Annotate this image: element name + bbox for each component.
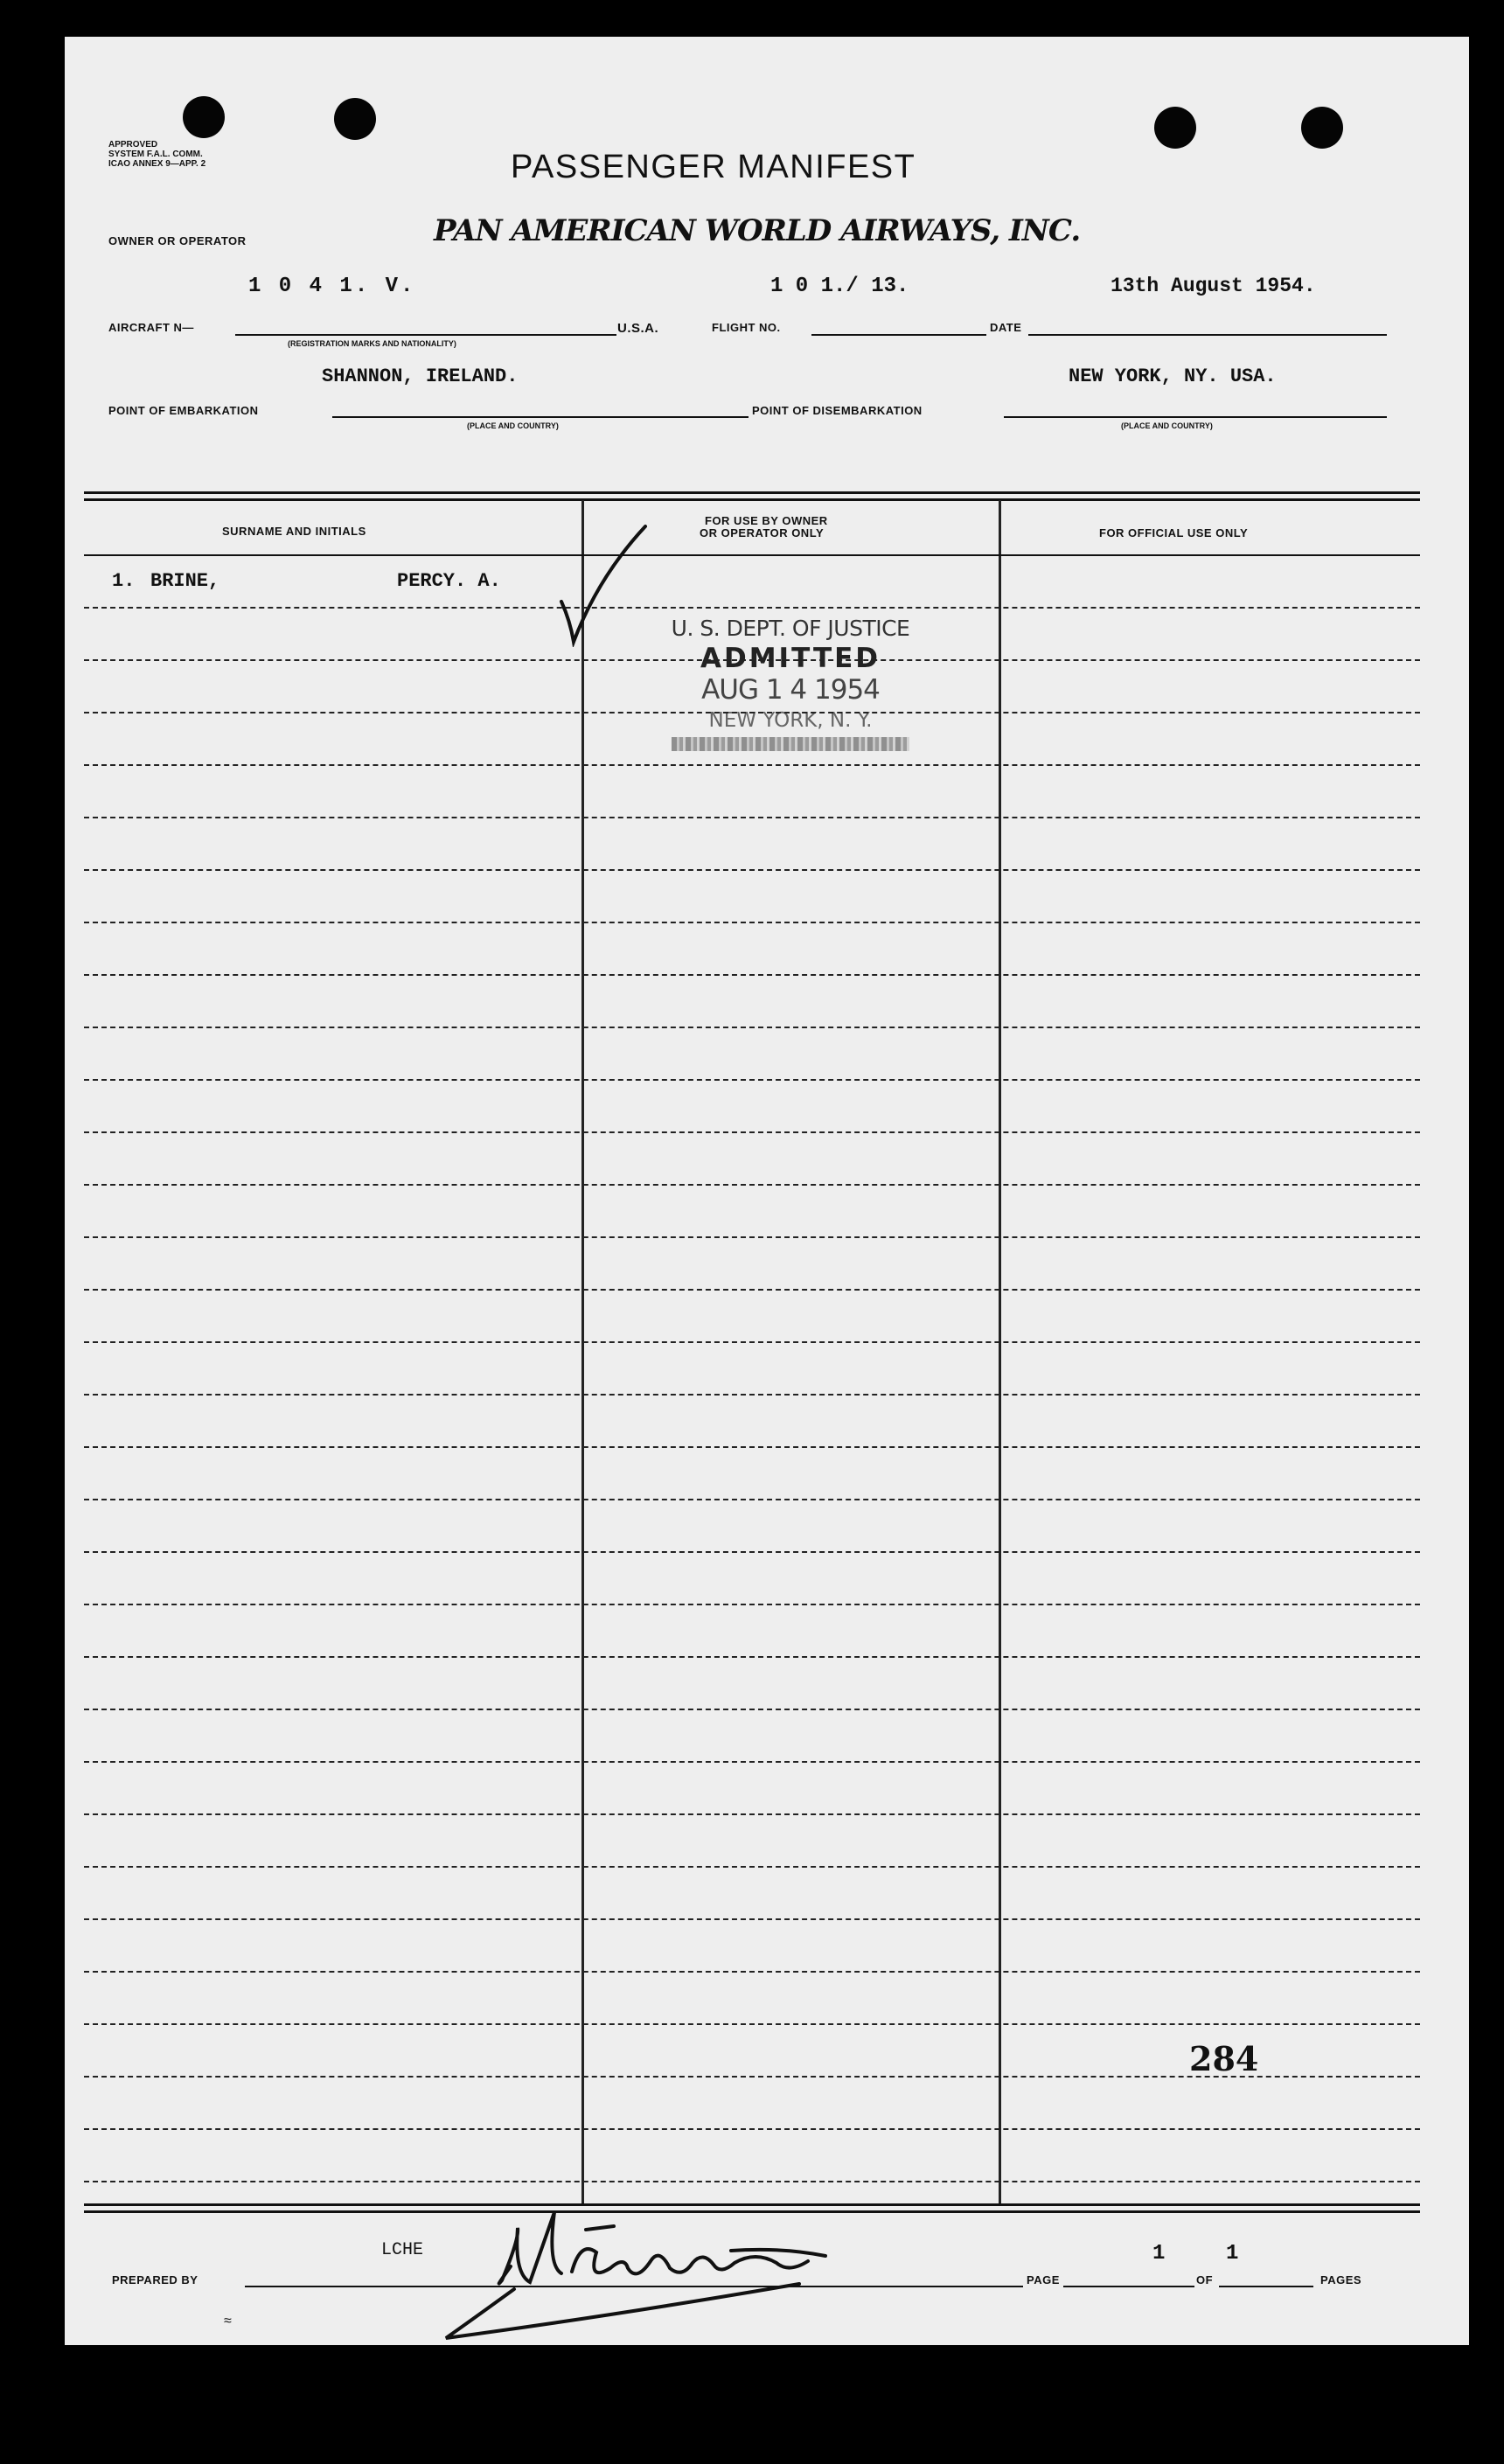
aircraft-caption: AIRCRAFT N— [108,321,194,334]
table-row-line [84,974,1420,976]
prepared-caption: PREPARED BY [112,2273,198,2287]
table-row-line [84,1761,1420,1763]
table-row-line [84,1971,1420,1973]
table-row-line [84,817,1420,818]
table-row-line [84,1918,1420,1920]
table-row-line [84,1079,1420,1081]
stamp-location: NEW YORK, N. Y. [708,709,873,732]
table-row-line [84,1341,1420,1343]
table-row-line [84,1027,1420,1028]
embark-caption: POINT OF EMBARKATION [108,404,259,417]
admission-stamp [607,616,974,751]
table-row-line [84,659,1420,661]
date-caption: DATE [990,321,1022,334]
table-row-line [84,2128,1420,2130]
page-underline [1063,2286,1194,2287]
flight-value: 1 0 1./ 13. [770,275,909,298]
passenger-surname: BRINE, [150,570,220,592]
embark-underline [332,416,749,418]
operator-caption: OWNER OR OPERATOR [108,234,247,247]
table-row-line [84,764,1420,766]
disembark-underline [1004,416,1387,418]
punch-hole [1301,107,1343,149]
table-row-line [84,1394,1420,1396]
date-underline [1028,334,1387,336]
table-row-line [84,922,1420,923]
punch-hole [1154,107,1196,149]
page-number-stamp: 284 [1189,2039,1259,2078]
stamp-agency: U. S. DEPT. OF JUSTICE [671,616,910,641]
stamp-smudge [672,737,909,751]
disembark-sub: (PLACE AND COUNTRY) [1121,421,1213,430]
date-value: 13th August 1954. [1111,275,1316,297]
signature [441,2177,895,2370]
table-row-line [84,1656,1420,1658]
prepared-underline [245,2286,1023,2287]
page-value: 1 [1152,2242,1166,2266]
table-row-line [84,1813,1420,1815]
table-row-line [84,2023,1420,2025]
punch-hole [334,98,376,140]
flight-caption: FLIGHT NO. [712,321,781,334]
col-header-owner: OR OPERATOR ONLY [700,526,825,539]
aircraft-underline [235,334,616,336]
table-row-line [84,2181,1420,2182]
manifest-paper [65,37,1469,2345]
flight-underline [811,334,986,336]
table-row-line [84,1604,1420,1605]
col-header-official: FOR OFFICIAL USE ONLY [1099,526,1249,539]
table-row-line [84,1289,1420,1291]
pages-underline [1219,2286,1313,2287]
passenger-number: 1. [112,570,136,592]
table-row-line [84,869,1420,871]
table-row-line [84,1551,1420,1553]
table-row-line [84,1499,1420,1500]
table-row-line [84,2076,1420,2078]
col-header-surname: SURNAME AND INITIALS [222,525,366,538]
table-row-line [84,1236,1420,1238]
usa-caption: U.S.A. [617,321,659,336]
col-header-owner: FOR USE BY OWNER [705,514,828,527]
page-caption: PAGE [1027,2273,1060,2287]
table-row-line [84,607,1420,609]
table-row-line [84,1709,1420,1710]
table-row-line [84,1446,1420,1448]
aircraft-sub: (REGISTRATION MARKS AND NATIONALITY) [288,339,456,348]
form-title: PASSENGER MANIFEST [511,149,916,185]
of-caption: OF [1196,2273,1214,2287]
approval-line: APPROVED [108,140,158,150]
punch-hole [183,96,225,138]
approval-line: ICAO ANNEX 9—APP. 2 [108,159,206,169]
stamp-date: AUG 1 4 1954 [701,674,880,706]
approval-line: SYSTEM F.A.L. COMM. [108,150,203,159]
corner-mark: ≈ [224,2314,232,2328]
table-row-line [84,1184,1420,1186]
disembark-caption: POINT OF DISEMBARKATION [752,404,923,417]
operator-name: PAN AMERICAN WORLD AIRWAYS, INC. [434,213,1081,248]
preparer-initials: LCHE [381,2240,424,2260]
table-row-line [84,712,1420,713]
table-top-rule [84,491,1420,494]
column-divider [581,500,584,2203]
table-row-line [84,1866,1420,1868]
pages-caption: PAGES [1320,2273,1362,2287]
table-top-rule [84,498,1420,501]
header-rule [84,554,1420,556]
stamp-status: ADMITTED [700,643,881,674]
embark-value: SHANNON, IRELAND. [322,365,519,387]
embark-sub: (PLACE AND COUNTRY) [467,421,559,430]
table-row-line [84,1131,1420,1133]
column-divider [999,500,1001,2203]
disembark-value: NEW YORK, NY. USA. [1069,365,1277,387]
pages-value: 1 [1226,2242,1239,2266]
passenger-initials: PERCY. A. [397,570,501,592]
aircraft-value: 1 0 4 1. V. [248,275,416,298]
